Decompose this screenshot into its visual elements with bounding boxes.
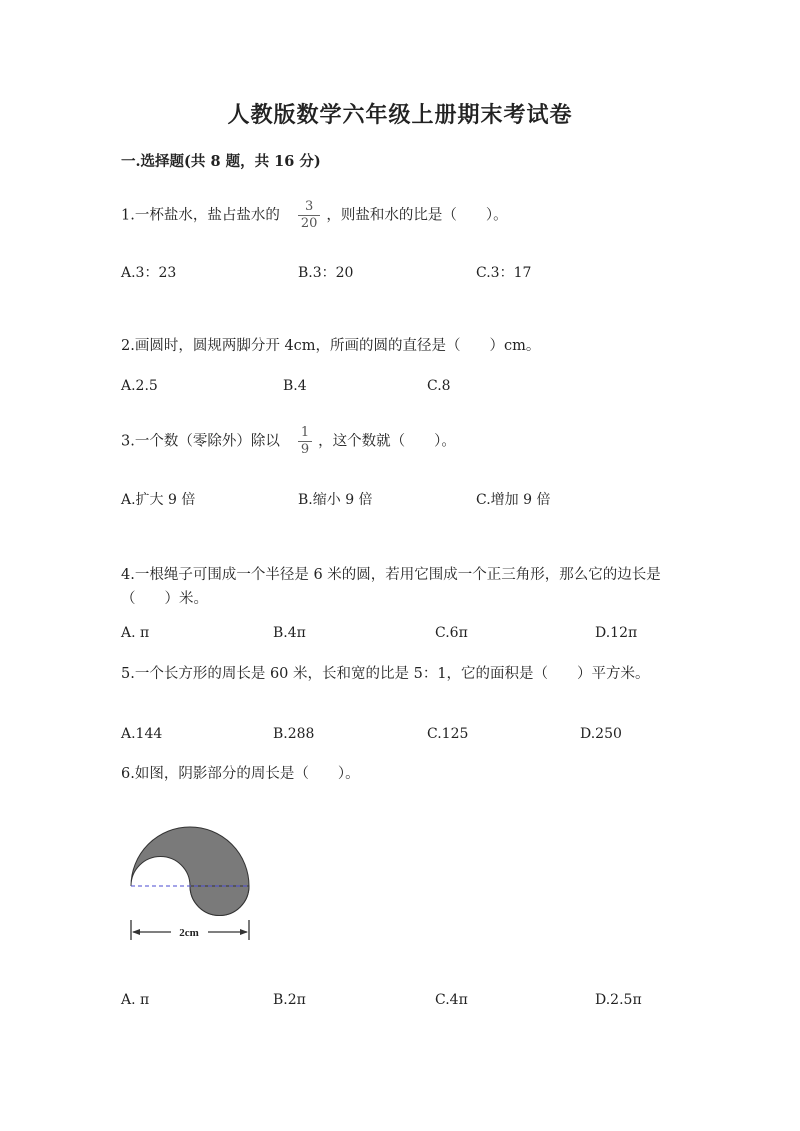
question-6-option-c[interactable]: C.4π [435,992,468,1008]
question-1-option-a[interactable]: A.3：23 [121,265,177,281]
question-2-option-b[interactable]: B.4 [283,378,307,394]
question-3-text-before: 3.一个数（零除外）除以 [121,433,280,450]
question-3-fraction [298,425,312,458]
question-5-option-b[interactable]: B.288 [273,726,315,742]
question-5-option-c[interactable]: C.125 [427,726,469,742]
question-5-option-d[interactable]: D.250 [580,726,622,742]
question-1-option-b[interactable]: B.3：20 [298,265,354,281]
fraction-numerator: 1 [298,425,312,442]
question-3-option-c[interactable]: C.增加 9 倍 [476,492,551,508]
question-5: 5.一个长方形的周长是 60 米，长和宽的比是 5：1，它的面积是（ ）平方米。 [121,666,650,682]
page-title: 人教版数学六年级上册期末考试卷 [227,102,573,128]
question-3-option-a[interactable]: A.扩大 9 倍 [121,492,196,508]
fraction-denominator: 9 [300,442,310,457]
question-5-option-a[interactable]: A.144 [121,726,163,742]
question-6-option-d[interactable]: D.2.5π [595,992,642,1008]
arrow-left-icon [132,929,140,935]
fraction-numerator: 3 [298,199,321,216]
question-3-text-after: ，这个数就（ ）。 [318,433,456,450]
arrow-right-icon [240,929,248,935]
question-1 [121,199,508,232]
question-2-option-c[interactable]: C.8 [427,378,451,394]
question-4-option-b[interactable]: B.4π [273,625,306,641]
question-4-option-d[interactable]: D.12π [595,625,638,641]
question-3 [121,425,456,458]
lower-semicircle [190,886,249,916]
shaded-region-figure [126,822,256,944]
question-4-option-a[interactable]: A. π [121,625,150,641]
question-6-option-a[interactable]: A. π [121,992,150,1008]
dimension-label: 2cm [179,927,199,939]
question-6: 6.如图，阴影部分的周长是（ ）。 [121,766,360,782]
question-3-option-b[interactable]: B.缩小 9 倍 [298,492,373,508]
question-1-fraction [298,199,321,232]
question-4: 4.一根绳子可围成一个半径是 6 米的圆，若用它围成一个正三角形，那么它的边长是（ ）米。 [121,567,661,607]
fraction-denominator: 20 [300,216,318,231]
question-4-option-c[interactable]: C.6π [435,625,468,641]
question-1-text-before: 1.一杯盐水，盐占盐水的 [121,207,280,224]
question-2: 2.画圆时，圆规两脚分开 4cm，所画的圆的直径是（ ）cm。 [121,338,541,354]
question-1-text-after: ，则盐和水的比是（ ）。 [326,207,508,224]
question-1-option-c[interactable]: C.3：17 [476,265,532,281]
question-2-option-a[interactable]: A.2.5 [121,378,158,394]
section-heading: 一.选择题(共 8 题，共 16 分) [121,153,321,170]
question-6-option-b[interactable]: B.2π [273,992,306,1008]
